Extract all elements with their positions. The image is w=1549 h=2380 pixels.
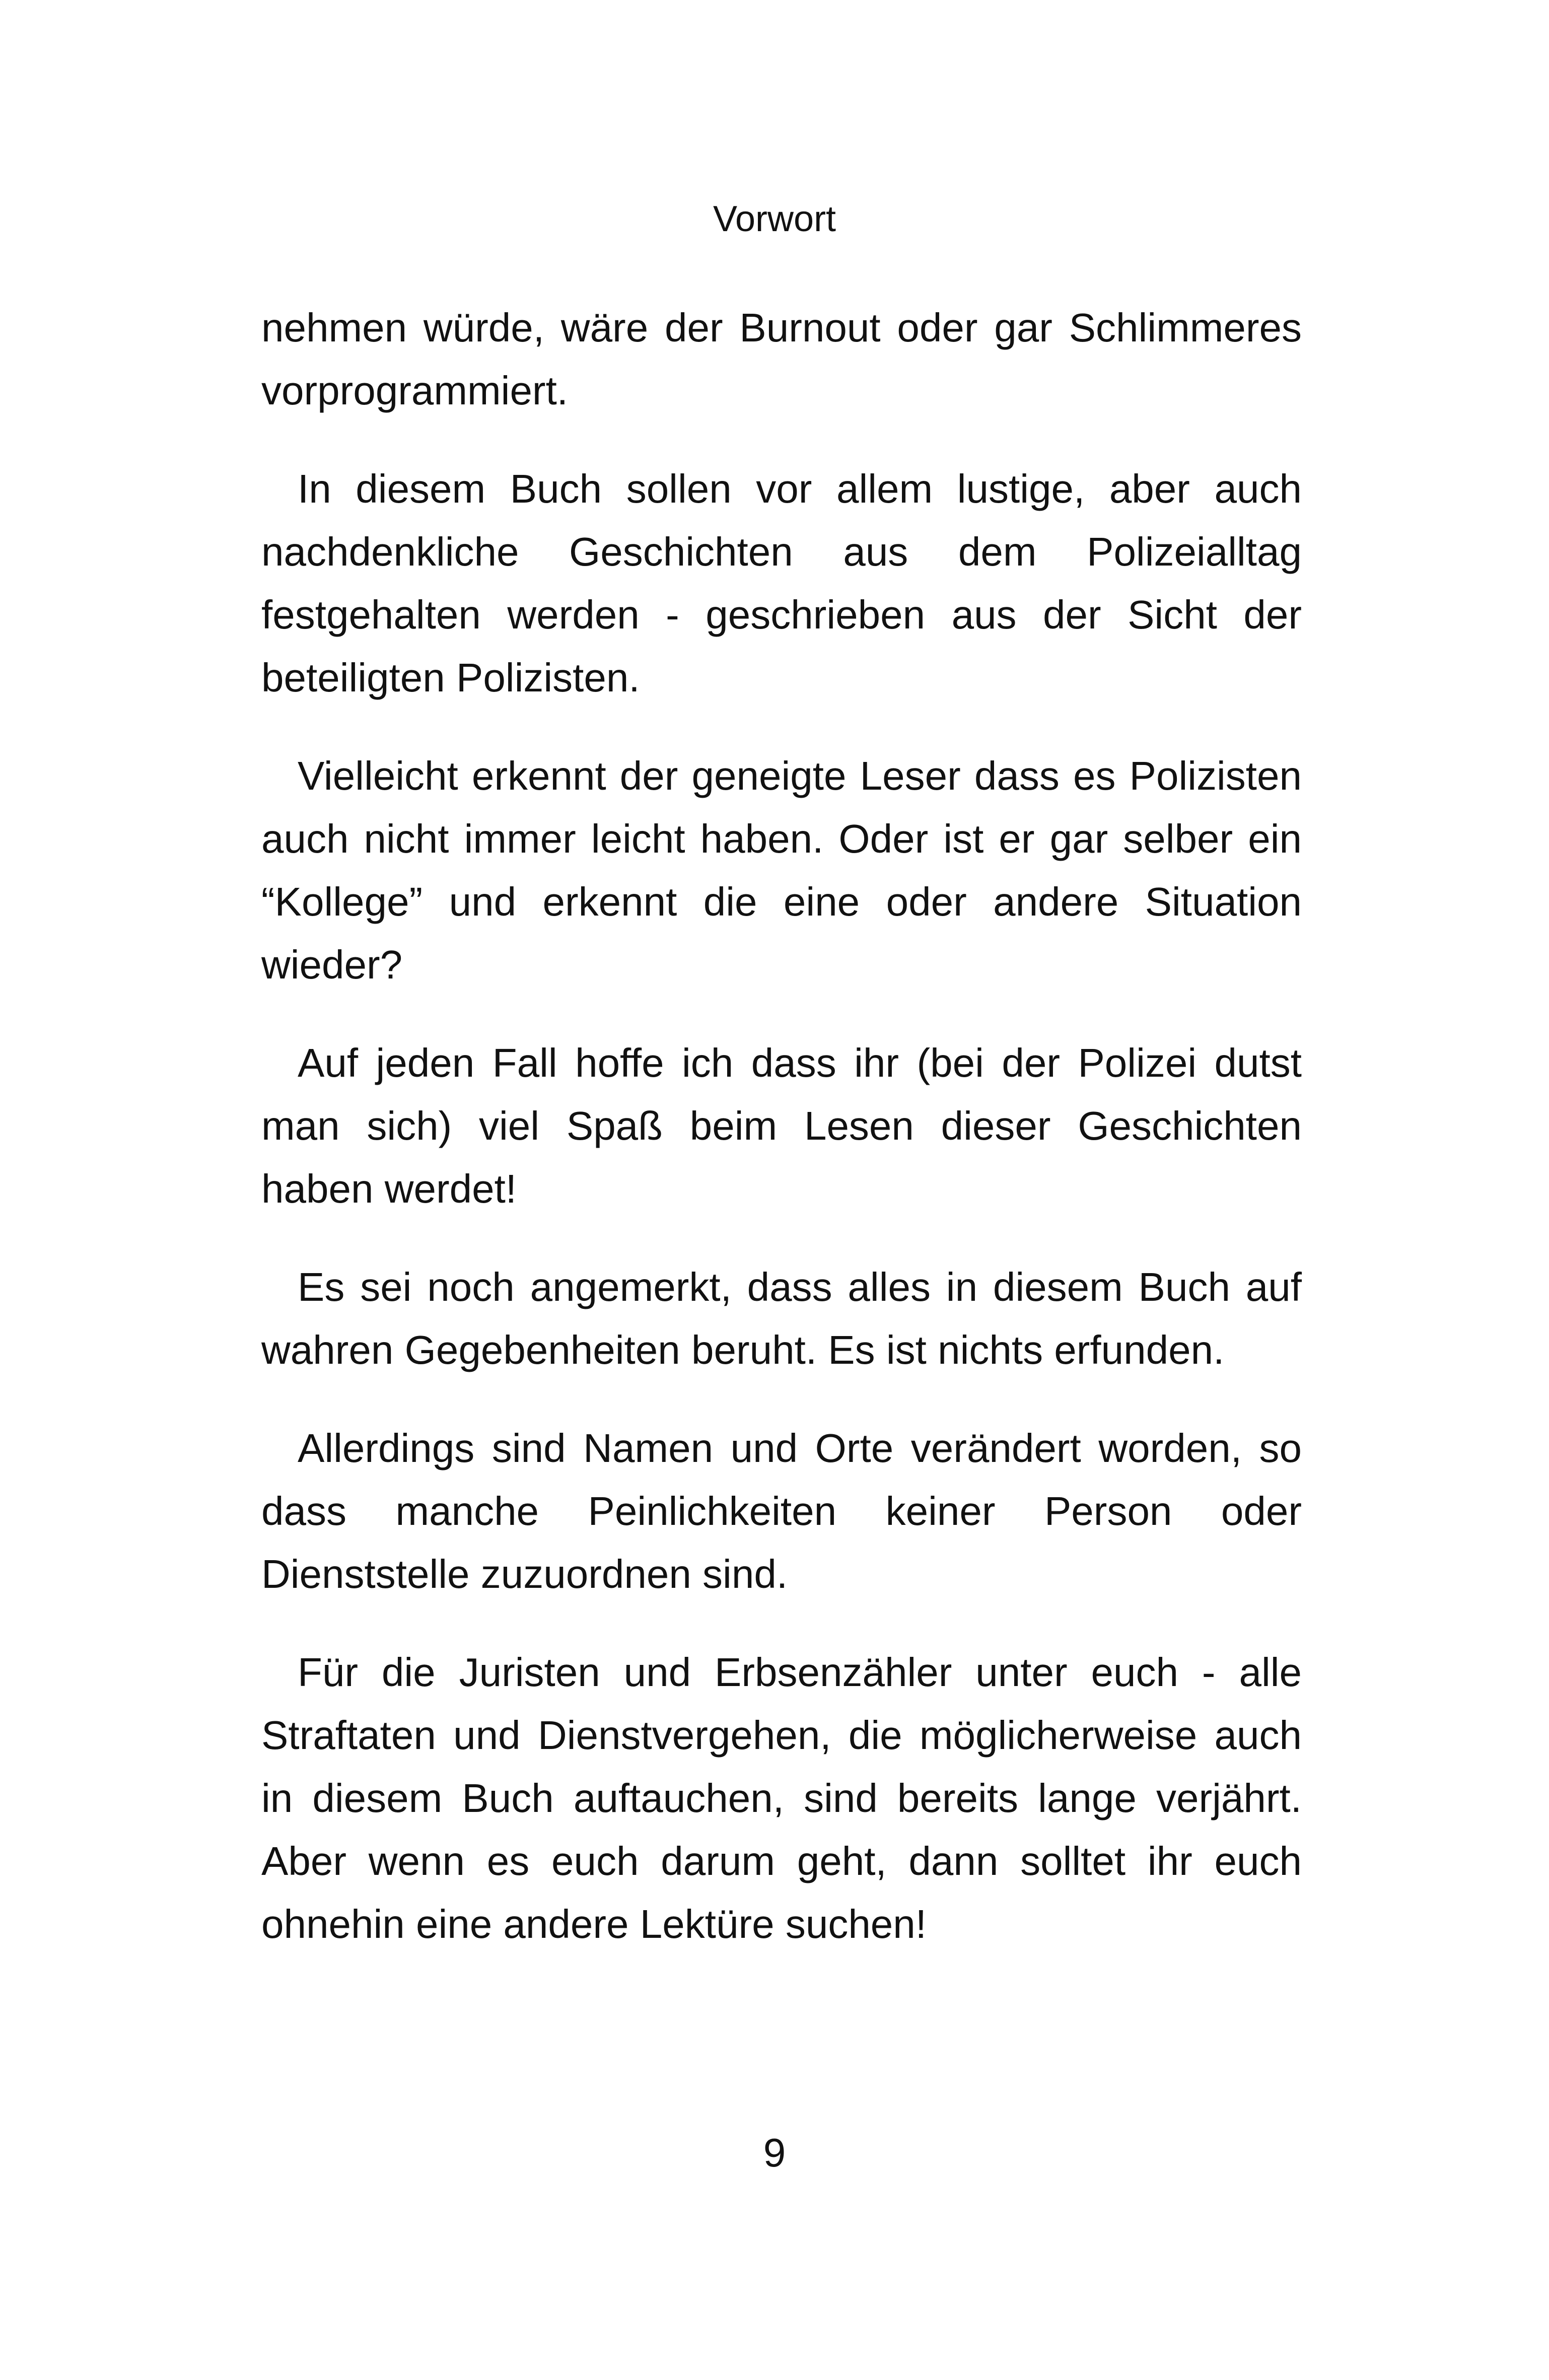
paragraph: Für die Juristen und Erbsenzähler unter euch - alle Straftaten und Dienstvergehen, die möglicherweise auch in diesem Buch auftauchen, sind bereits lange verjährt. Aber wenn es euch darum geht, dann solltet ihr euch ohnehin eine andere Lektüre suchen! — [261, 1650, 1302, 1946]
paragraph: Auf jeden Fall hoffe ich dass ihr (bei der Polizei dutst man sich) viel Spaß beim Lesen dieser Geschichten haben werdet! — [261, 1040, 1302, 1211]
paragraph-continued: nehmen würde, wäre der Burnout oder gar Schlimmeres vorprogrammiert. — [261, 305, 1302, 413]
body-text — [261, 296, 1302, 1991]
paragraph: In diesem Buch sollen vor allem lustige, aber auch nachdenkliche Geschichten aus dem Polizeialltag festgehalten werden - geschrieben aus der Sicht der beteiligten Polizisten. — [261, 466, 1302, 700]
page-number: 9 — [763, 2130, 786, 2175]
paragraph: Allerdings sind Namen und Orte verändert worden, so dass manche Peinlichkeiten keiner Person oder Dienststelle zuzuordnen sind. — [261, 1426, 1302, 1596]
running-header: Vorwort — [713, 199, 836, 239]
paragraph: Es sei noch angemerkt, dass alles in diesem Buch auf wahren Gegebenheiten beruht. Es ist nichts erfunden. — [261, 1265, 1302, 1372]
paragraph: Vielleicht erkennt der geneigte Leser dass es Polizisten auch nicht immer leicht haben. Oder ist er gar selber ein “Kollege” und erkennt die eine oder andere Situation wieder? — [261, 753, 1302, 987]
